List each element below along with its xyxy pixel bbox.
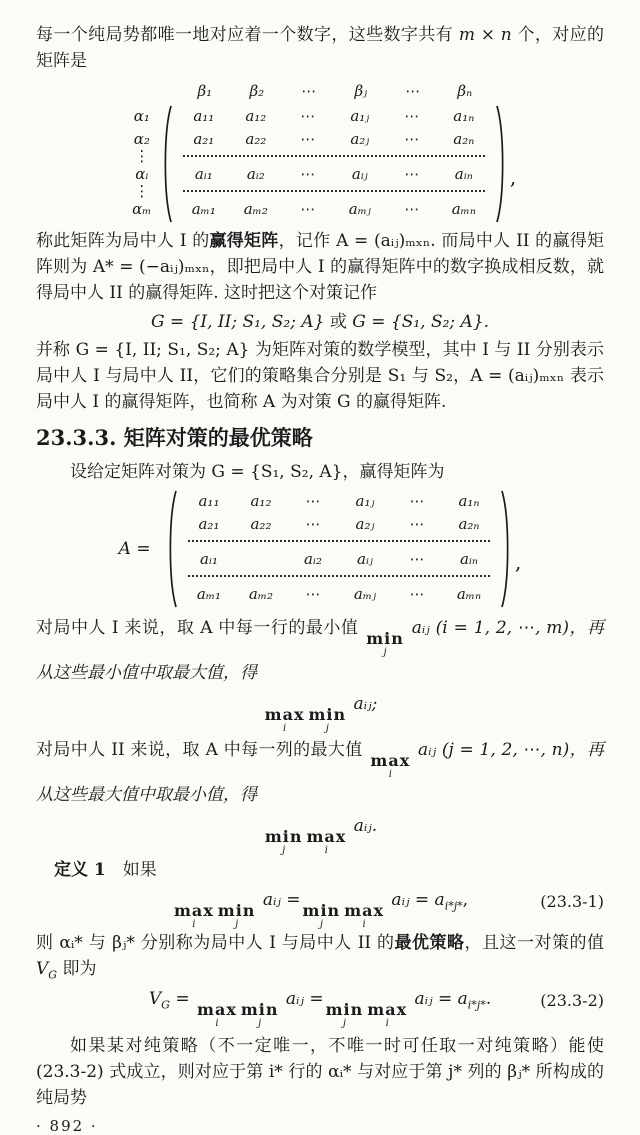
left-paren — [160, 104, 173, 224]
right-paren — [495, 104, 508, 224]
matrix-cell: aₘ₂ — [248, 584, 274, 603]
then-text-3: 即为 — [57, 959, 97, 979]
matrix-cell: aₘ₂ — [243, 199, 268, 218]
matrix-cell: a₂ₙ — [453, 129, 475, 148]
section-heading: 23.3.3. 矩阵对策的最优策略 — [36, 425, 313, 450]
matrix-cell: a₁ₙ — [458, 491, 480, 510]
equals-sign: = — [286, 890, 301, 910]
dotted-fill — [188, 575, 491, 577]
eq2-v-sub: G — [161, 998, 170, 1012]
matrix-cell: aᵢ₂ — [303, 549, 322, 568]
matrix-cell: ⋯ — [300, 129, 316, 148]
formula-maxmin — [36, 690, 604, 734]
game-set-1: G = {I, II; S₁, S₂; A} — [150, 312, 325, 332]
paragraph-pure-strategy: 如果某对纯策略（不一定唯一，不唯一时可任取一对纯策略）能使 (23.3-2) 式成立，则对应于第 i* 行的 αᵢ* 与对应于第 j* 列的 βⱼ* 所构成的纯局势 — [36, 1036, 604, 1108]
matrix-cell: aᵢₙ — [454, 164, 473, 183]
equation-number: (23.3-1) — [540, 892, 604, 911]
intro-math-mxn: m × n — [458, 25, 512, 45]
page-number: · 892 · — [36, 1117, 98, 1135]
eq1-expr2: aᵢⱼ — [386, 890, 415, 910]
equation-23-3-1 — [36, 885, 604, 930]
matrix-cell: ⋯ — [404, 106, 420, 125]
matrix-cell: ⋯ — [305, 491, 321, 510]
dotted-fill — [183, 155, 486, 157]
term-optimal-strategy: 最优策略 — [394, 933, 465, 953]
game-set-2: G = {S₁, S₂; A}. — [352, 312, 490, 332]
matrix-cell: a₂ⱼ — [355, 514, 375, 533]
min-operator: min j — [240, 1000, 279, 1029]
col-header: β₂ — [249, 82, 265, 100]
matrix-cell: a₂₁ — [193, 129, 215, 148]
matrix-cell: aₘₙ — [451, 199, 476, 218]
matrix-cell: a₂ₙ — [458, 514, 480, 533]
col-header: β₁ — [197, 82, 213, 100]
max-operator: max i — [197, 1000, 237, 1029]
matrix-cell: a₁₂ — [245, 106, 267, 125]
equals-sign: = — [414, 890, 430, 910]
matrix-cell: aₘₙ — [456, 584, 482, 603]
max-operator: max i — [264, 705, 305, 734]
matrix-cell: ⋯ — [300, 199, 316, 218]
or-word: 或 — [324, 312, 353, 332]
min-operator: min j — [325, 1000, 364, 1029]
matrix-cell: ⋯ — [409, 514, 425, 533]
matrix-cell: a₁ⱼ — [350, 106, 370, 125]
equals-sign: = — [130, 539, 156, 559]
value-symbol-sub: G — [48, 968, 58, 982]
matrix-cell: a₂₂ — [245, 129, 267, 148]
matrix-cell: ⋯ — [404, 164, 420, 183]
max-operator: max i — [306, 827, 347, 856]
eq2-v-base: V — [148, 989, 162, 1009]
left-paren — [165, 489, 178, 609]
paragraph-optimal-strategy — [36, 930, 604, 982]
matrix-cell: aᵢₙ — [459, 549, 478, 568]
matrix-cell: ⋯ — [305, 514, 321, 533]
row-label: αᵢ — [135, 164, 149, 183]
equals-sign: = — [309, 989, 324, 1009]
min-operator: min j — [264, 827, 303, 856]
matrix-comma: , — [509, 165, 517, 189]
matrix-cell: a₂₂ — [250, 514, 272, 533]
matrix-cell: a₂₁ — [198, 514, 220, 533]
p1-expr: aᵢⱼ (i = 1, 2, ⋯, m)，再从这些最小值中取最大值，得 — [36, 618, 604, 683]
matrix-cells — [178, 489, 500, 609]
paragraph-intro — [36, 22, 604, 74]
matrix-cell: aᵢ₂ — [246, 164, 265, 183]
row-label: αₘ — [132, 199, 152, 218]
min-operator: min j — [366, 629, 404, 658]
then-text-2: ，且这一对策的值 — [464, 933, 605, 953]
matrix-lhs — [119, 489, 156, 609]
matrix-cells — [173, 104, 495, 224]
eq1-expr1: aᵢⱼ — [257, 890, 287, 910]
matrix-row-labels — [124, 104, 160, 224]
matrix-cell: a₁₁ — [193, 106, 215, 125]
intro-text-1: 每一个纯局势都唯一地对应着一个数字，这些数字共有 — [36, 25, 459, 45]
equals-sign: = — [437, 989, 453, 1009]
matrix-cell: a₁₁ — [198, 491, 220, 510]
col-header: βₙ — [457, 82, 473, 100]
matrix-cell: aₘ₁ — [191, 199, 216, 218]
win-text-1: 称此矩阵为局中人 I 的 — [36, 231, 210, 251]
col-header-ellipsis: ⋯ — [301, 82, 317, 100]
paragraph-model: 并称 G = {I, II; S₁, S₂; A} 为矩阵对策的数学模型，其中 I 与 II 分别表示局中人 I 与局中人 II，它们的策略集合分别是 S₁ 与 S₂，A = (aᵢⱼ)ₘₓₙ 表示局中人 I 的赢得矩阵，也简称 A 为对策 G 的赢得矩阵. — [36, 340, 604, 412]
matrix-cell: ⋯ — [404, 199, 420, 218]
payoff-matrix-A — [36, 489, 604, 609]
min-operator: min j — [302, 901, 341, 930]
matrix-cell: ⋯ — [409, 549, 425, 568]
eq1-a-sub: i*j* — [444, 899, 463, 913]
matrix-cell: ⋯ — [409, 491, 425, 510]
win-text-2: ，记作 A = (aᵢⱼ)ₘₓₙ. 而局中人 II 的赢得矩阵则为 A* = (−aᵢⱼ)ₘₓₙ，即把局中人 I 的赢得矩阵中的数字换成相反数，就得局中人 II 的赢得矩阵. 这时把这个对策记作 — [36, 231, 604, 303]
dotted-fill — [188, 540, 491, 542]
p2-expr: aᵢⱼ (j = 1, 2, ⋯, n)，再从这些最大值中取最小值，得 — [36, 740, 604, 805]
formula-game-notation — [36, 308, 604, 336]
matrix-cell: a₁₂ — [250, 491, 272, 510]
eq1-a-base: a — [429, 890, 445, 910]
matrix-cell: aₘⱼ — [348, 199, 371, 218]
then-text-1: 则 αᵢ* 与 βⱼ* 分别称为局中人 I 与局中人 II 的 — [36, 933, 395, 953]
eq1-tail: , — [462, 890, 469, 910]
row-label-ellipsis: ⋮ — [134, 182, 150, 200]
matrix-cell: ⋯ — [404, 129, 420, 148]
matrix-cell: aₘ₁ — [196, 584, 222, 603]
paragraph-player2 — [36, 735, 604, 810]
eq2-tail: . — [485, 989, 492, 1009]
col-header: βⱼ — [354, 82, 368, 100]
payoff-matrix-labeled — [36, 78, 604, 224]
matrix-cell: ⋯ — [300, 106, 316, 125]
term-payoff-matrix: 赢得矩阵 — [209, 231, 279, 251]
paragraph-payoff-matrix — [36, 228, 604, 306]
paragraph-player1 — [36, 613, 604, 688]
value-symbol: V — [36, 959, 49, 979]
definition-text: 如果 — [105, 860, 157, 880]
dotted-fill — [183, 190, 486, 192]
max-operator: max i — [370, 751, 411, 780]
equation-23-3-2 — [36, 984, 604, 1029]
row-label: α₁ — [133, 106, 150, 125]
formula-minmax — [36, 812, 604, 856]
matrix-cell: aᵢ₁ — [194, 164, 213, 183]
matrix-cell: ⋯ — [409, 584, 425, 603]
matrix-cell: ⋯ — [305, 584, 321, 603]
matrix-cell: a₁ₙ — [453, 106, 475, 125]
matrix-cell: a₁ⱼ — [355, 491, 375, 510]
definition-label: 定义 1 — [54, 860, 106, 880]
min-operator: min j — [217, 901, 256, 930]
equation-number: (23.3-2) — [540, 991, 604, 1010]
row-label: α₂ — [133, 129, 150, 148]
maxmin-expr: aᵢⱼ; — [348, 694, 378, 714]
matrix-cell: aᵢ₁ — [199, 549, 218, 568]
eq2-a-sub: i*j* — [467, 998, 486, 1012]
eq2-a-base: a — [452, 989, 468, 1009]
intro-text-2: 个，对应的矩阵是 — [36, 25, 604, 71]
matrix-cell: aₘⱼ — [353, 584, 377, 603]
min-operator: min j — [308, 705, 347, 734]
max-operator: max i — [367, 1000, 408, 1029]
p1-text: 对局中人 I 来说，取 A 中每一行的最小值 — [36, 618, 365, 638]
row-label-ellipsis: ⋮ — [134, 147, 150, 165]
matrix-comma: , — [514, 550, 522, 574]
matrix-cell: a₂ⱼ — [350, 129, 370, 148]
max-operator: max i — [173, 901, 214, 930]
p2-text: 对局中人 II 来说，取 A 中每一列的最大值 — [36, 740, 369, 760]
minmax-expr: aᵢⱼ. — [348, 816, 378, 836]
matrix-cell: aᵢⱼ — [357, 549, 373, 568]
paragraph-definition-1 — [36, 857, 604, 883]
right-paren — [500, 489, 513, 609]
paragraph-given-game: 设给定矩阵对策为 G = {S₁, S₂, A}，赢得矩阵为 — [70, 462, 445, 482]
equals-sign: = — [169, 989, 196, 1009]
eq2-expr1: aᵢⱼ — [280, 989, 310, 1009]
matrix-symbol-A: A — [118, 539, 131, 559]
max-operator: max i — [344, 901, 385, 930]
eq2-expr2: aᵢⱼ — [409, 989, 438, 1009]
matrix-cell: aᵢⱼ — [351, 164, 368, 183]
matrix-col-headers — [179, 78, 516, 104]
col-header-ellipsis: ⋯ — [405, 82, 421, 100]
matrix-cell: ⋯ — [300, 164, 316, 183]
